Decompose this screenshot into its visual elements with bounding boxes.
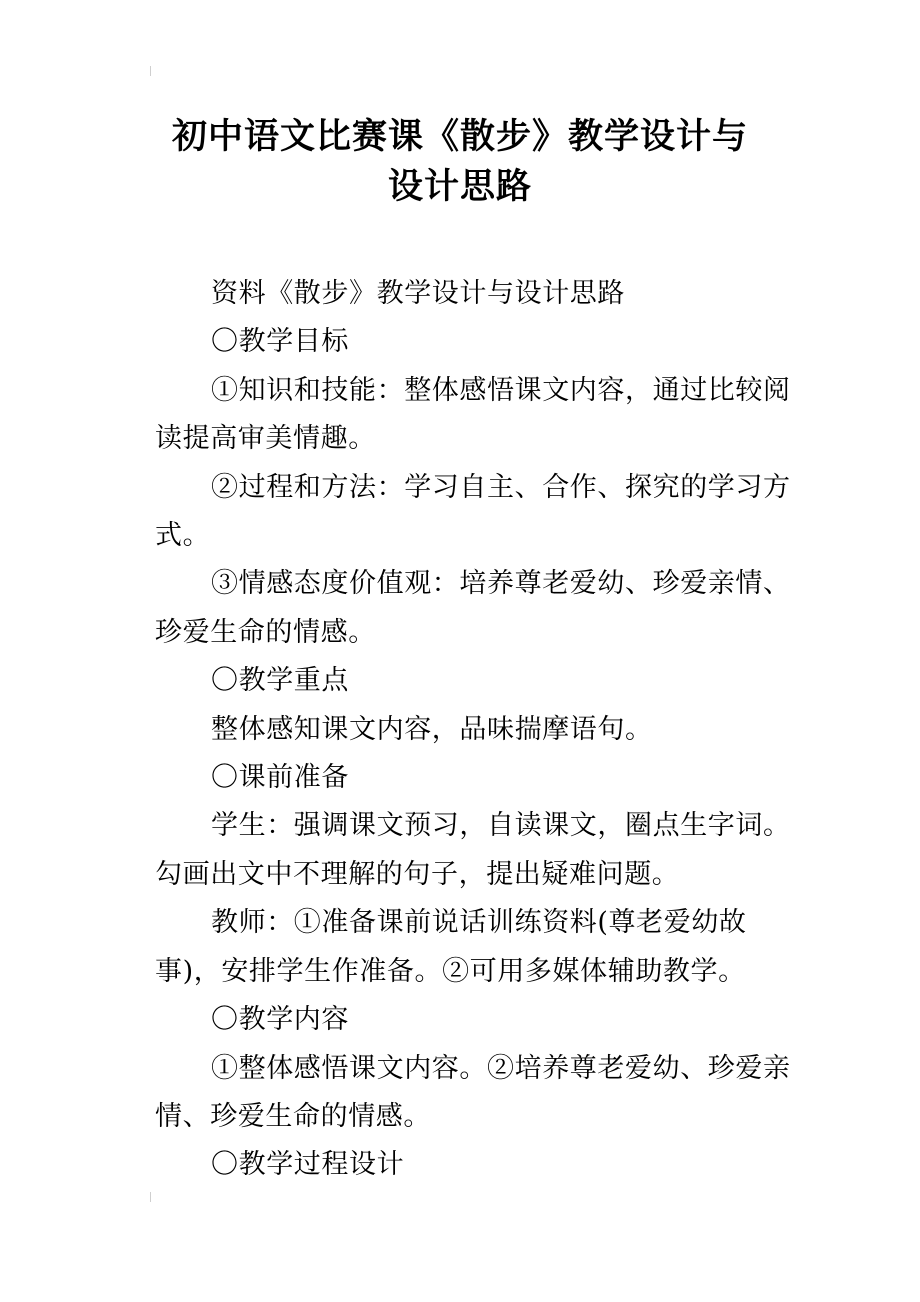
paragraph-source: 资料《散步》教学设计与设计思路 — [211, 278, 625, 309]
heading-preparation: 〇课前准备 — [211, 762, 349, 794]
page-corner-mark-bottom — [150, 1192, 157, 1202]
heading-teaching-focus: 〇教学重点 — [211, 665, 349, 697]
heading-teaching-goals: 〇教学目标 — [211, 326, 349, 358]
paragraph-goal-knowledge: ①知识和技能：整体感悟课文内容，通过比较阅读提高审美情趣。 — [155, 374, 791, 455]
heading-process-design: 〇教学过程设计 — [211, 1149, 405, 1181]
heading-teaching-content: 〇教学内容 — [211, 1004, 349, 1036]
page-title — [80, 112, 840, 212]
title-line-2: 设计思路 — [387, 167, 532, 207]
document-body — [155, 270, 795, 1190]
paragraph-goal-emotion: ③情感态度价值观：培养尊老爱幼、珍爱亲情、珍爱生命的情感。 — [155, 568, 791, 648]
paragraph-focus: 整体感知课文内容，品味揣摩语句。 — [211, 713, 653, 745]
paragraph-content: ①整体感悟课文内容。②培养尊老爱幼、珍爱亲情、珍爱生命的情感。 — [155, 1052, 791, 1132]
paragraph-goal-process: ②过程和方法：学习自主、合作、探究的学习方式。 — [155, 471, 791, 552]
paragraph-prep-students: 学生：强调课文预习，自读课文，圈点生字词。勾画出文中不理解的句子，提出疑难问题。 — [155, 810, 791, 890]
title-line-1: 初中语文比赛课《散步》教学设计与 — [171, 117, 748, 157]
paragraph-prep-teacher: 教师：①准备课前说话训练资料(尊老爱幼故事)，安排学生作准备。②可用多媒体辅助教学。 — [155, 907, 747, 987]
page-corner-mark-top — [150, 66, 157, 76]
